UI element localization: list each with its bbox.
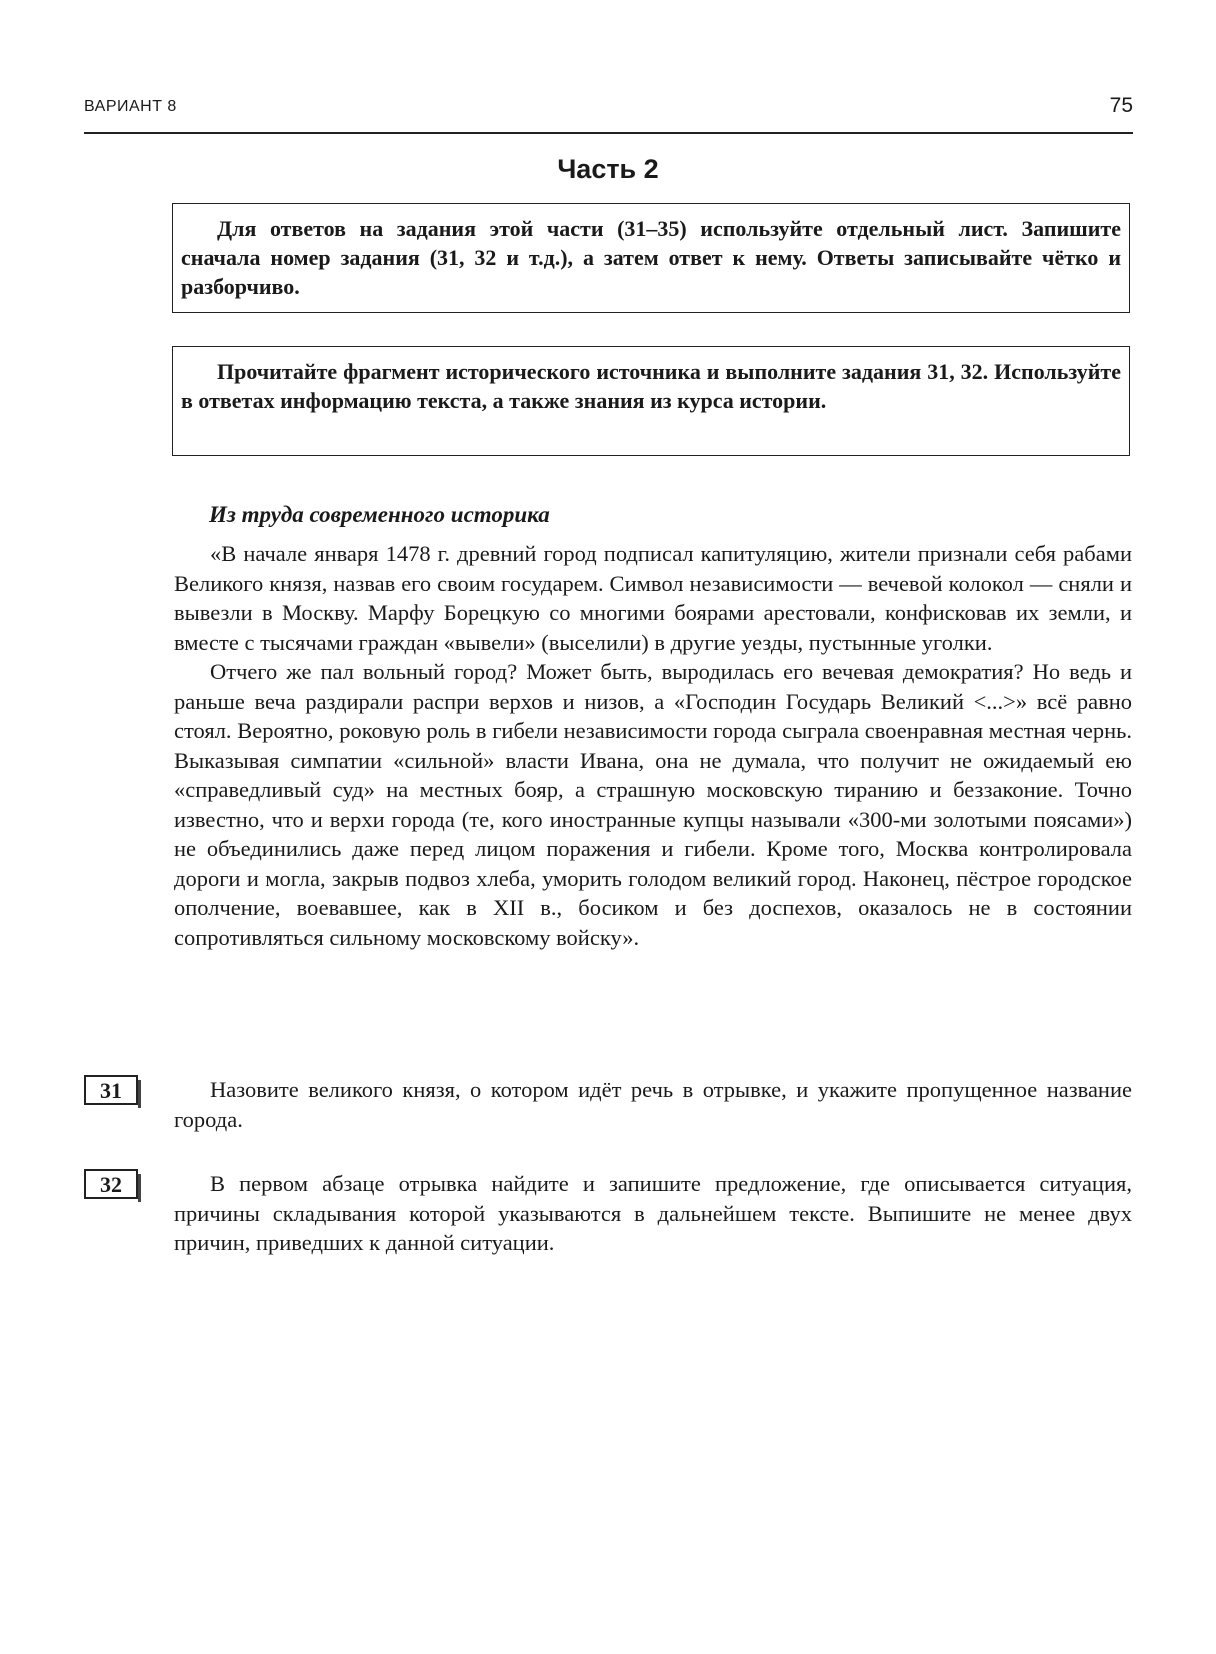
variant-label: ВАРИАНТ 8 [84, 98, 177, 115]
passage-paragraph: Отчего же пал вольный город? Может быть, выродилась его вечевая демократия? Но ведь и раньше веча раздирали распри верхов и низов, а «Господин Государь Великий <...>» всё равно стоял. Вероятно, роковую роль в гибели независимости города сыграла своенравная местная чернь. Выказывая симпатии «сильной» власти Ивана, она не думала, что получит не ожидаемый ею «справедливый суд» на местных бояр, а страшную московскую тиранию и беззаконие. Точно известно, что и верхи города (те, кого иностранные купцы называли «300-ми золотыми поясами») не объединились даже перед лицом поражения и гибели. Кроме того, Москва контролировала дороги и могла, закрыв подвоз хлеба, уморить голодом великий город. Наконец, пёстрое городское ополчение, воевавшее, как в XII в., босиком и без доспехов, оказалось не в состоянии сопротивляться сильному московскому войску». [174, 659, 1132, 950]
reading-instructions-box: Прочитайте фрагмент исторического источника и выполните задания 31, 32. Используйте в ответах информацию текста, а также знания из курса истории. [172, 346, 1130, 456]
source-title: Из труда современного историка [209, 502, 550, 527]
answer-instructions-box: Для ответов на задания этой части (31–35) используйте отдельный лист. Запишите сначала номер задания (31, 32 и т.д.), а затем ответ к нему. Ответы записывайте чётко и разборчиво. [172, 203, 1130, 313]
page-header [84, 92, 1133, 134]
task-number-badge: 31 [84, 1075, 138, 1105]
task-number-badge: 32 [84, 1169, 138, 1199]
task-text: В первом абзаце отрывка найдите и запишите предложение, где описывается ситуация, причины складывания которой указываются в дальнейшем тексте. Выпишите не менее двух причин, приведших к данной ситуации. [174, 1171, 1132, 1255]
page-number: 75 [1109, 94, 1133, 117]
source-passage [174, 539, 1132, 952]
passage-paragraph: «В начале января 1478 г. древний город подписал капитуляцию, жители признали себя рабами Великого князя, назвав его своим государем. Символ независимости — вечевой колокол — сняли и вывезли в Москву. Марфу Борецкую со многими боярами арестовали, конфисковав их земли, и вместе с тысячами граждан «вывели» (выселили) в другие уезды, пустынные уголки. [174, 541, 1132, 655]
part-title: Часть 2 [557, 154, 659, 184]
task-text: Назовите великого князя, о котором идёт речь в отрывке, и укажите пропущенное название города. [174, 1077, 1132, 1132]
